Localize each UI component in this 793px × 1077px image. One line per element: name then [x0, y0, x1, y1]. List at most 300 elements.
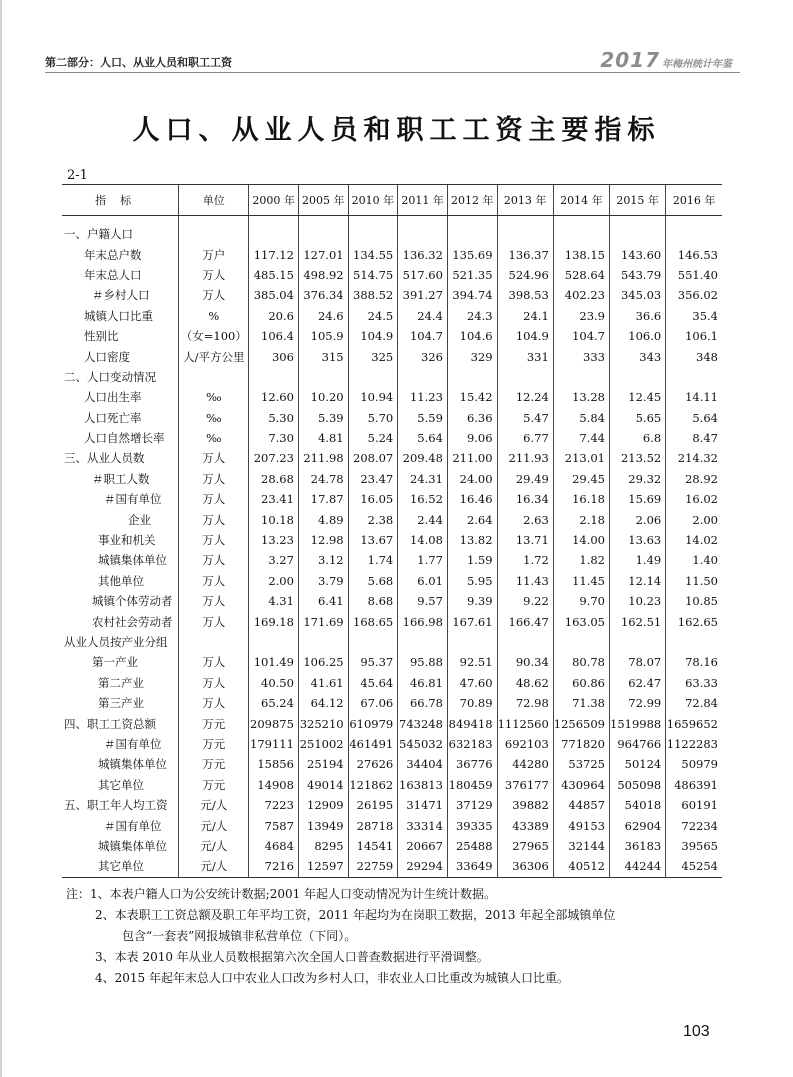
cell-value: 12.45	[610, 387, 666, 407]
cell-value: 211.93	[497, 448, 553, 468]
table-row	[62, 550, 722, 570]
cell-value: 394.74	[447, 285, 497, 305]
cell-value: 28.68	[249, 469, 299, 489]
cell-value	[298, 632, 348, 652]
row-unit: 万人	[179, 448, 249, 468]
cell-value: 54018	[610, 795, 666, 815]
note-1: 1、本表户籍人口为公安统计数据;2001 年起人口变动情况为计生统计数据。	[90, 887, 497, 901]
cell-value: 67.06	[348, 693, 398, 713]
cell-value: 1112560	[497, 713, 553, 733]
row-label: 四、职工工资总额	[64, 716, 156, 731]
cell-value: 33649	[447, 856, 497, 877]
cell-value: 325	[348, 346, 398, 366]
cell-value: 169.18	[249, 611, 299, 631]
cell-value: 964766	[610, 734, 666, 754]
column-header-unit: 单位	[179, 185, 249, 216]
cell-value: 135.69	[447, 244, 497, 264]
cell-value: 104.7	[553, 326, 609, 346]
cell-value: 10.23	[610, 591, 666, 611]
cell-value: 11.43	[497, 571, 553, 591]
table-row	[62, 611, 722, 631]
cell-value: 345.03	[610, 285, 666, 305]
cell-value: 23.47	[348, 469, 398, 489]
row-label: 人口出生率	[84, 390, 142, 405]
cell-value: 41.61	[298, 673, 348, 693]
table-row	[62, 775, 722, 795]
cell-value: 23.41	[249, 489, 299, 509]
row-label: 其它单位	[98, 777, 144, 792]
row-unit: 万人	[179, 652, 249, 672]
row-label: 第一产业	[92, 655, 138, 670]
cell-value: 3.12	[298, 550, 348, 570]
row-label: 第三产业	[98, 696, 144, 711]
row-label: 性别比	[84, 329, 119, 344]
cell-value: 8.68	[348, 591, 398, 611]
cell-value: 9.39	[447, 591, 497, 611]
cell-value: 10.20	[298, 387, 348, 407]
cell-value: 13.67	[348, 530, 398, 550]
cell-value: 13949	[298, 815, 348, 835]
table-row	[62, 448, 722, 468]
cell-value	[348, 367, 398, 387]
row-label: 二、人口变动情况	[64, 369, 156, 384]
cell-value: 106.4	[249, 326, 299, 346]
cell-value: 505098	[610, 775, 666, 795]
row-unit: 万人	[179, 509, 249, 529]
cell-value: 5.84	[553, 408, 609, 428]
row-label: 企业	[128, 512, 151, 527]
section-title: 第二部分：人口、从业人员和职工工资	[45, 56, 232, 69]
cell-value: 498.92	[298, 265, 348, 285]
row-unit: 万人	[179, 285, 249, 305]
cell-value: 326	[398, 346, 448, 366]
row-unit: ‰	[179, 408, 249, 428]
cell-value: 138.15	[553, 244, 609, 264]
cell-value: 376.34	[298, 285, 348, 305]
table-notes	[66, 884, 726, 989]
row-label: 一、户籍人口	[64, 227, 133, 242]
cell-value: 171.69	[298, 611, 348, 631]
cell-value: 4.89	[298, 509, 348, 529]
cell-value	[249, 632, 299, 652]
table-row	[62, 408, 722, 428]
cell-value: 16.46	[447, 489, 497, 509]
cell-value: 385.04	[249, 285, 299, 305]
cell-value: 90.34	[497, 652, 553, 672]
cell-value: 12.14	[610, 571, 666, 591]
cell-value: 10.18	[249, 509, 299, 529]
cell-value: 329	[447, 346, 497, 366]
cell-value: 64.12	[298, 693, 348, 713]
cell-value: 5.68	[348, 571, 398, 591]
yearbook-logo	[600, 48, 732, 72]
cell-value: 29.45	[553, 469, 609, 489]
cell-value: 10.85	[666, 591, 722, 611]
cell-value	[553, 216, 609, 245]
cell-value: 40.50	[249, 673, 299, 693]
cell-value: 24.4	[398, 306, 448, 326]
cell-value: 356.02	[666, 285, 722, 305]
cell-value: 45.64	[348, 673, 398, 693]
cell-value: 78.16	[666, 652, 722, 672]
cell-value: 1659652	[666, 713, 722, 733]
row-label: 城镇集体单位	[98, 838, 167, 853]
cell-value: 60.86	[553, 673, 609, 693]
cell-value: 33314	[398, 815, 448, 835]
cell-value: 66.78	[398, 693, 448, 713]
cell-value: 29.32	[610, 469, 666, 489]
row-unit: 万人	[179, 550, 249, 570]
cell-value: 62.47	[610, 673, 666, 693]
cell-value: 78.07	[610, 652, 666, 672]
cell-value: 14.08	[398, 530, 448, 550]
column-header-year: 2013 年	[497, 185, 553, 216]
cell-value: 106.1	[666, 326, 722, 346]
cell-value	[497, 367, 553, 387]
cell-value: 24.78	[298, 469, 348, 489]
cell-value: 95.37	[348, 652, 398, 672]
cell-value	[553, 367, 609, 387]
column-header-year: 2015 年	[610, 185, 666, 216]
row-label: 农村社会劳动者	[92, 614, 173, 629]
table-row	[62, 306, 722, 326]
table-row	[62, 489, 722, 509]
row-unit: 人/平方公里	[179, 346, 249, 366]
note-2-continued: 包含“一套表”网报城镇非私营单位（下同）。	[122, 929, 357, 943]
row-unit	[179, 367, 249, 387]
cell-value: 211.00	[447, 448, 497, 468]
cell-value: 7216	[249, 856, 299, 877]
table-row	[62, 673, 722, 693]
row-unit: 万人	[179, 489, 249, 509]
cell-value: 5.70	[348, 408, 398, 428]
cell-value: 16.02	[666, 489, 722, 509]
cell-value: 35.4	[666, 306, 722, 326]
cell-value: 24.5	[348, 306, 398, 326]
cell-value: 11.45	[553, 571, 609, 591]
note-3: 3、本表 2010 年从业人员数根据第六次全国人口普查数据进行平滑调整。	[95, 950, 489, 964]
cell-value: 16.34	[497, 489, 553, 509]
cell-value	[398, 216, 448, 245]
cell-value: 44857	[553, 795, 609, 815]
cell-value	[553, 632, 609, 652]
cell-value	[348, 216, 398, 245]
table-row	[62, 795, 722, 815]
cell-value: 12.24	[497, 387, 553, 407]
page-title: 人口、从业人员和职工工资主要指标	[132, 115, 661, 146]
cell-value: 13.63	[610, 530, 666, 550]
row-label: 人口死亡率	[84, 410, 142, 425]
cell-value	[447, 632, 497, 652]
row-label: 从业人员按产业分组	[64, 635, 168, 649]
cell-value: 2.64	[447, 509, 497, 529]
table-row	[62, 387, 722, 407]
cell-value: 461491	[348, 734, 398, 754]
table-row	[62, 632, 722, 652]
cell-value: 136.32	[398, 244, 448, 264]
cell-value: 213.52	[610, 448, 666, 468]
cell-value	[610, 216, 666, 245]
cell-value: 6.41	[298, 591, 348, 611]
cell-value: 162.65	[666, 611, 722, 631]
indicator-table	[62, 184, 722, 878]
row-unit: ‰	[179, 428, 249, 448]
cell-value: 14.11	[666, 387, 722, 407]
cell-value: 2.44	[398, 509, 448, 529]
cell-value: 2.00	[249, 571, 299, 591]
row-label: 城镇个体劳动者	[92, 594, 173, 609]
cell-value: 27965	[497, 836, 553, 856]
cell-value: 16.52	[398, 489, 448, 509]
cell-value: 80.78	[553, 652, 609, 672]
row-unit: 万人	[179, 611, 249, 631]
cell-value	[398, 367, 448, 387]
cell-value: 3.79	[298, 571, 348, 591]
row-unit: 万人	[179, 265, 249, 285]
row-unit: 万人	[179, 673, 249, 693]
table-row	[62, 652, 722, 672]
cell-value: 12597	[298, 856, 348, 877]
cell-value: 48.62	[497, 673, 553, 693]
column-header-year: 2014 年	[553, 185, 609, 216]
cell-value: 143.60	[610, 244, 666, 264]
cell-value: 5.30	[249, 408, 299, 428]
row-unit: %	[179, 306, 249, 326]
cell-value: 40512	[553, 856, 609, 877]
row-unit: 万人	[179, 693, 249, 713]
row-unit: 元/人	[179, 815, 249, 835]
cell-value: 1.40	[666, 550, 722, 570]
cell-value: 39882	[497, 795, 553, 815]
cell-value: 31471	[398, 795, 448, 815]
row-unit: 万人	[179, 591, 249, 611]
cell-value: 104.9	[348, 326, 398, 346]
table-row	[62, 265, 722, 285]
cell-value: 167.61	[447, 611, 497, 631]
cell-value	[497, 216, 553, 245]
cell-value: 47.60	[447, 673, 497, 693]
cell-value	[610, 632, 666, 652]
cell-value: 743248	[398, 713, 448, 733]
row-unit	[179, 216, 249, 245]
cell-value: 524.96	[497, 265, 553, 285]
table-number: 2-1	[67, 168, 88, 183]
cell-value: 23.9	[553, 306, 609, 326]
cell-value: 207.23	[249, 448, 299, 468]
cell-value: 251002	[298, 734, 348, 754]
cell-value: 2.06	[610, 509, 666, 529]
cell-value: 5.47	[497, 408, 553, 428]
cell-value: 214.32	[666, 448, 722, 468]
cell-value: 36.6	[610, 306, 666, 326]
cell-value: 14541	[348, 836, 398, 856]
cell-value: 12.60	[249, 387, 299, 407]
table-header-row	[62, 185, 722, 216]
cell-value: 24.6	[298, 306, 348, 326]
cell-value: 6.01	[398, 571, 448, 591]
cell-value: 44244	[610, 856, 666, 877]
cell-value: 376177	[497, 775, 553, 795]
cell-value: 2.18	[553, 509, 609, 529]
cell-value: 22759	[348, 856, 398, 877]
cell-value: 2.63	[497, 509, 553, 529]
cell-value: 134.55	[348, 244, 398, 264]
cell-value: 37129	[447, 795, 497, 815]
cell-value: 325210	[298, 713, 348, 733]
cell-value: 13.82	[447, 530, 497, 550]
cell-value: 6.8	[610, 428, 666, 448]
column-header-year: 2012 年	[447, 185, 497, 216]
cell-value: 72234	[666, 815, 722, 835]
cell-value: 14908	[249, 775, 299, 795]
cell-value: 4.81	[298, 428, 348, 448]
cell-value: 24.1	[497, 306, 553, 326]
cell-value: 25194	[298, 754, 348, 774]
note-2: 2、本表职工工资总额及职工年平均工资，2011 年起均为在岗职工数据，2013 年起全部城镇单位	[95, 908, 616, 922]
cell-value: 50979	[666, 754, 722, 774]
cell-value: 12909	[298, 795, 348, 815]
row-label: 第二产业	[98, 675, 144, 690]
cell-value: 632183	[447, 734, 497, 754]
cell-value: 16.18	[553, 489, 609, 509]
page-edge	[0, 0, 2, 1077]
cell-value: 11.50	[666, 571, 722, 591]
row-unit: 万人	[179, 469, 249, 489]
cell-value: 13.71	[497, 530, 553, 550]
cell-value	[666, 216, 722, 245]
cell-value: 7.44	[553, 428, 609, 448]
cell-value: 62904	[610, 815, 666, 835]
cell-value: 14.00	[553, 530, 609, 550]
cell-value: 8.47	[666, 428, 722, 448]
cell-value: 104.9	[497, 326, 553, 346]
row-unit: 万元	[179, 775, 249, 795]
cell-value: 24.31	[398, 469, 448, 489]
cell-value: 46.81	[398, 673, 448, 693]
cell-value: 163.05	[553, 611, 609, 631]
cell-value: 92.51	[447, 652, 497, 672]
cell-value: 104.6	[447, 326, 497, 346]
cell-value: 29.49	[497, 469, 553, 489]
cell-value: 545032	[398, 734, 448, 754]
row-label: 其它单位	[62, 856, 179, 877]
row-label: 五、职工年人均工资	[64, 798, 168, 813]
cell-value: 5.59	[398, 408, 448, 428]
cell-value: 1256509	[553, 713, 609, 733]
row-label: 人口密度	[84, 349, 130, 364]
cell-value: 28.92	[666, 469, 722, 489]
cell-value: 528.64	[553, 265, 609, 285]
cell-value: 11.23	[398, 387, 448, 407]
column-header-year: 2011 年	[398, 185, 448, 216]
cell-value: 692103	[497, 734, 553, 754]
cell-value: 331	[497, 346, 553, 366]
cell-value	[348, 632, 398, 652]
cell-value: 306	[249, 346, 299, 366]
cell-value	[298, 216, 348, 245]
page-number: 103	[683, 1023, 710, 1040]
cell-value: 1.49	[610, 550, 666, 570]
cell-value: 211.98	[298, 448, 348, 468]
cell-value: 39565	[666, 836, 722, 856]
cell-value: 388.52	[348, 285, 398, 305]
column-header-year: 2000 年	[249, 185, 299, 216]
yearbook-name: 年梅州统计年鉴	[662, 59, 732, 70]
cell-value: 34404	[398, 754, 448, 774]
table-row	[62, 591, 722, 611]
row-label: 城镇集体单位	[98, 553, 167, 568]
cell-value	[447, 367, 497, 387]
cell-value: 20.6	[249, 306, 299, 326]
cell-value: 5.64	[666, 408, 722, 428]
cell-value: 53725	[553, 754, 609, 774]
cell-value	[610, 367, 666, 387]
cell-value: 24.00	[447, 469, 497, 489]
cell-value: 20667	[398, 836, 448, 856]
cell-value: 315	[298, 346, 348, 366]
cell-value: 771820	[553, 734, 609, 754]
table-row	[62, 367, 722, 387]
table-row	[62, 836, 722, 856]
cell-value: 146.53	[666, 244, 722, 264]
cell-value: 15.69	[610, 489, 666, 509]
cell-value: 1.74	[348, 550, 398, 570]
column-header-year: 2016 年	[666, 185, 722, 216]
cell-value: 9.70	[553, 591, 609, 611]
table-row	[62, 530, 722, 550]
table-row	[62, 815, 722, 835]
cell-value: 101.49	[249, 652, 299, 672]
cell-value: 208.07	[348, 448, 398, 468]
table-row	[62, 469, 722, 489]
table-row	[62, 693, 722, 713]
cell-value: 8295	[298, 836, 348, 856]
cell-value: 104.7	[398, 326, 448, 346]
cell-value: 849418	[447, 713, 497, 733]
cell-value: 7223	[249, 795, 299, 815]
row-label: ＃国有单位	[104, 492, 162, 507]
yearbook-year: 2017	[600, 48, 660, 72]
table-row	[62, 428, 722, 448]
cell-value: 4684	[249, 836, 299, 856]
row-unit: 万人	[179, 530, 249, 550]
cell-value: 63.33	[666, 673, 722, 693]
cell-value: 117.12	[249, 244, 299, 264]
cell-value: 70.89	[447, 693, 497, 713]
row-unit: 万元	[179, 713, 249, 733]
cell-value: 1122283	[666, 734, 722, 754]
row-unit: 万户	[179, 244, 249, 264]
column-header-year: 2010 年	[348, 185, 398, 216]
cell-value: 348	[666, 346, 722, 366]
cell-value	[497, 632, 553, 652]
cell-value: 5.24	[348, 428, 398, 448]
cell-value: 398.53	[497, 285, 553, 305]
cell-value: 28718	[348, 815, 398, 835]
cell-value: 1.59	[447, 550, 497, 570]
cell-value: 26195	[348, 795, 398, 815]
cell-value: 36183	[610, 836, 666, 856]
cell-value: 9.22	[497, 591, 553, 611]
cell-value: 180459	[447, 775, 497, 795]
cell-value: 72.98	[497, 693, 553, 713]
cell-value: 43389	[497, 815, 553, 835]
cell-value: 3.27	[249, 550, 299, 570]
cell-value: 136.37	[497, 244, 553, 264]
cell-value: 60191	[666, 795, 722, 815]
cell-value: 521.35	[447, 265, 497, 285]
table-row	[62, 244, 722, 264]
